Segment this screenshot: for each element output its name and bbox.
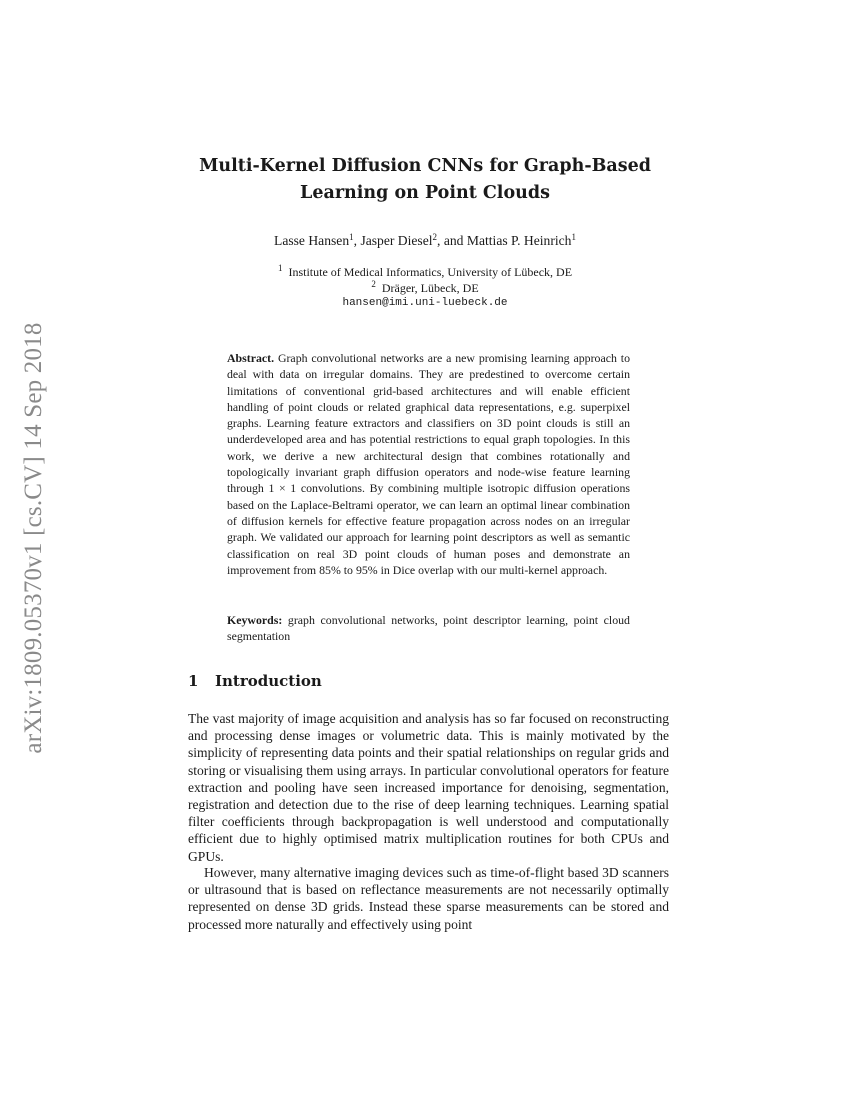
abstract-block [227,350,630,578]
keywords-text: graph convolutional networks, point descriptor learning, point cloud segmentation [227,613,630,644]
body-paragraph-2: However, many alternative imaging devices such as time-of-flight based 3D scanners or ultrasound that is based on reflectance measurements are not necessarily optimally represented on dense 3D grids. Instead these sparse measurements can be stored and processed more naturally and effectively using point [188,865,669,932]
keywords-label: Keywords: [227,613,283,627]
keywords-block [227,612,630,645]
affiliation-text: Dräger, Lübeck, DE [381,281,479,295]
author-separator: , and [437,233,467,248]
author-affiliation-mark: 1 [571,232,576,242]
contact-email: hansen@imi.uni-luebeck.de [342,297,508,309]
abstract-label: Abstract. [227,351,275,365]
affiliation-mark: 2 [371,279,376,289]
paper-title-line-1: Multi-Kernel Diffusion CNNs for Graph-Based [199,156,651,176]
abstract-text: Graph convolutional networks are a new promising learning approach to deal with data on irregular domains. They are predestined to overcome certain limitations of conventional grid-based architectures and will enable efficient handling of point clouds or related graphical data representations, e.g. superpixel graphs. Learning feature extractors and classifiers on 3D point clouds is still an underdeveloped area and has potential restrictions to equal graph topologies. In this work, we derive a new architectural design that combines rotationally and topologically invariant graph diffusion operators and node-wise feature learning through 1 × 1 convolutions. By combining multiple isotropic diffusion operations based on the Laplace-Beltrami operator, we can learn an optimal linear combination of diffusion kernels for effective feature propagation across nodes on an irregular graph. We validated our approach for learning point descriptors as well as semantic classification on real 3D point clouds of human poses and demonstrate an improvement from 85% to 95% in Dice overlap with our multi-kernel approach. [227,351,630,577]
affiliation-mark: 1 [277,263,283,273]
section-title: Introduction [215,672,322,690]
author-affiliation-mark: 2 [432,232,438,242]
paper-title-line-2: Learning on Point Clouds [300,183,550,203]
author-separator: , [353,233,361,248]
affiliation-2 [170,281,680,296]
section-heading-introduction [188,672,322,690]
paper-title [170,153,680,207]
author-list [170,233,680,249]
body-paragraph-1: The vast majority of image acquisition and analysis has so far focused on reconstructing and processing dense images or volumetric data. This is mainly motivated by the simplicity of representing data points and their spatial relationships on regular grids and storing or visualising them using arrays. In particular convolutional operators for feature extraction and pooling have seen increased importance for denoising, segmentation, registration and detection due to the rise of deep learning techniques. Learning spatial filter coefficients through backpropagation is well understood and computationally efficient due to highly optimised matrix multiplication routines for both CPUs and GPUs. [188,711,669,864]
author-name: Mattias P. Heinrich [466,233,572,248]
author-name: Jasper Diesel [360,233,433,248]
author-name: Lasse Hansen [274,233,350,248]
section-number: 1 [188,672,199,690]
affiliation-1 [170,265,680,280]
affiliation-text: Institute of Medical Informatics, University of Lübeck, DE [288,265,573,279]
author-affiliation-mark: 1 [349,232,354,242]
arxiv-identifier-stamp: arXiv:1809.05370v1 [cs.CV] 14 Sep 2018 [20,322,47,754]
